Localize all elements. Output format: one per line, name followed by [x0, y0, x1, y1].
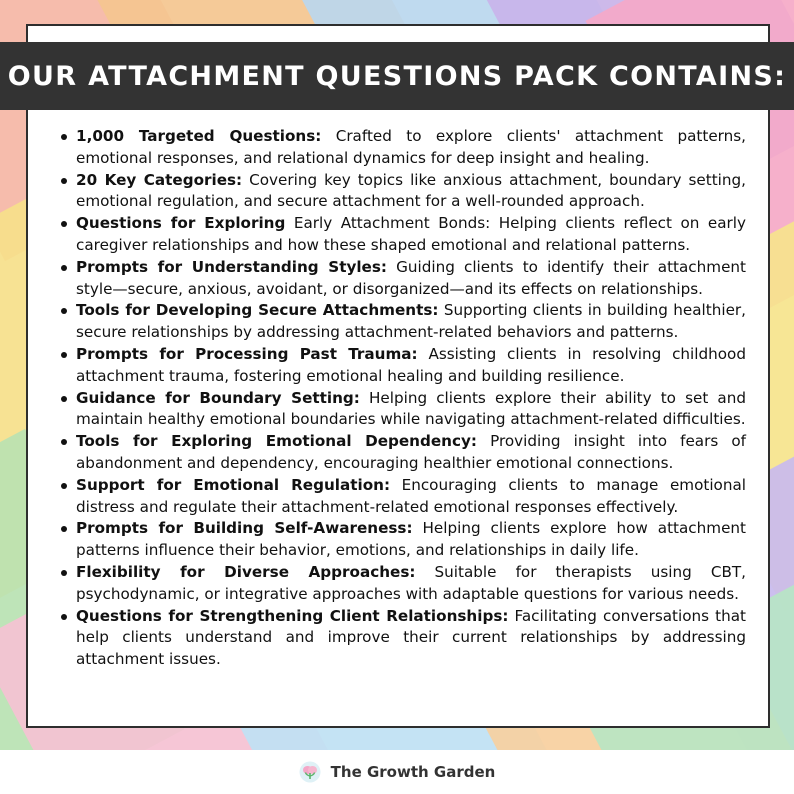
item-text: Facilitating conversations that help clients understand and improve their current relationships by addressing attachment issues.	[76, 606, 746, 669]
brand-name: The Growth Garden	[330, 763, 496, 781]
item-text: Guiding clients to identify their attachment style—secure, anxious, avoidant, or disorganized—and its effects on relationships.	[76, 257, 747, 298]
list-item	[58, 170, 746, 214]
list-item	[58, 213, 746, 257]
item-label: Tools for Exploring Emotional Dependency:	[76, 432, 477, 451]
item-text: Supporting clients in building healthier, secure relationships by addressing attachment-related behaviors and patterns.	[76, 301, 746, 342]
page-title: OUR ATTACHMENT QUESTIONS PACK CONTAINS:	[7, 60, 787, 92]
item-label: Questions for Strengthening Client Relationships:	[76, 606, 509, 625]
list-item	[58, 300, 746, 344]
list-item	[58, 344, 746, 388]
item-text: Providing insight into fears of abandonment and dependency, encouraging healthier emotional connections.	[76, 432, 746, 472]
item-label: Questions for Exploring	[76, 214, 286, 233]
list-item	[58, 562, 746, 606]
list-item	[58, 606, 746, 671]
list-item	[58, 126, 746, 170]
list-item	[58, 475, 746, 519]
item-label: Prompts for Building Self-Awareness:	[76, 519, 413, 538]
item-text: Assisting clients in resolving childhood attachment trauma, fostering emotional healing and building resilience.	[76, 344, 746, 385]
item-label: Support for Emotional Regulation:	[76, 475, 391, 494]
item-label: Prompts for Understanding Styles:	[76, 257, 387, 276]
item-label: 1,000 Targeted Questions:	[76, 127, 322, 145]
item-text: Crafted to explore clients' attachment patterns, emotional responses, and relational dynamics for deep insight and healing.	[76, 127, 747, 167]
list-item	[58, 388, 746, 432]
item-text: Helping clients explore how attachment patterns influence their behavior, emotions, and relationships in daily life.	[76, 519, 746, 560]
item-label: Prompts for Processing Past Trauma:	[76, 344, 418, 363]
brain-plant-icon	[299, 761, 321, 783]
item-text: Helping clients explore their ability to set and maintain healthy emotional boundaries while navigating attachment-related difficulties.	[76, 388, 746, 429]
item-label: Flexibility for Diverse Approaches:	[76, 562, 416, 581]
list-item	[58, 431, 746, 475]
list-item	[58, 518, 746, 562]
item-text: Early Attachment Bonds: Helping clients reflect on early caregiver relationships and how these shaped emotional and relational patterns.	[76, 214, 746, 254]
item-text: Encouraging clients to manage emotional distress and regulate their attachment-related emotional responses effectively.	[76, 475, 746, 516]
item-label: Tools for Developing Secure Attachments:	[76, 301, 439, 320]
feature-list	[58, 126, 746, 671]
footer-brand	[0, 750, 794, 794]
item-label: Guidance for Boundary Setting:	[76, 388, 360, 407]
list-item	[58, 257, 746, 301]
item-label: 20 Key Categories:	[76, 170, 243, 189]
item-text: Suitable for therapists using CBT, psychodynamic, or integrative approaches with adaptable questions for various needs.	[76, 562, 746, 603]
item-text: Covering key topics like anxious attachment, boundary setting, emotional regulation, and secure attachment for a well-rounded approach.	[76, 170, 746, 211]
title-banner	[0, 42, 794, 110]
